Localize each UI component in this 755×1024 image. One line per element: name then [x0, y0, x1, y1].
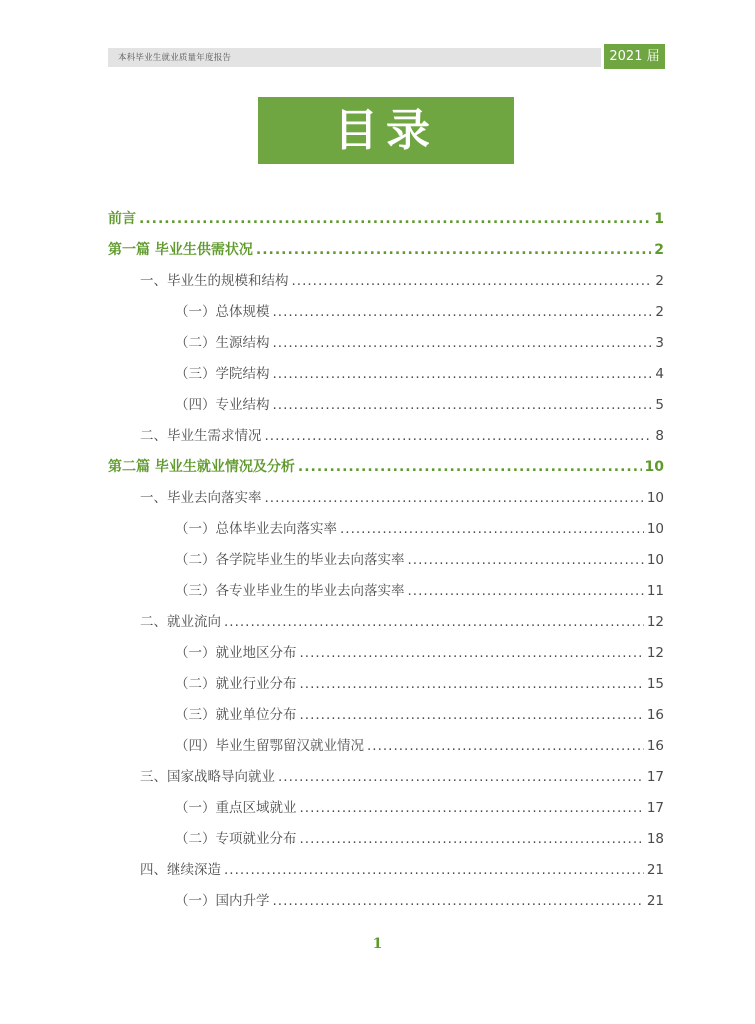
- toc-entry-page: 2: [655, 273, 664, 289]
- toc-leader-dots: [408, 576, 644, 607]
- toc-leader-dots: [273, 390, 653, 421]
- toc-entry[interactable]: [175, 669, 664, 700]
- toc-leader-dots: [292, 266, 653, 297]
- toc-entry-page: 12: [646, 645, 664, 661]
- toc-entry-label: 一、毕业生的规模和结构: [140, 273, 289, 289]
- toc-leader-dots: [300, 793, 644, 824]
- toc-entry[interactable]: [140, 855, 664, 886]
- toc-entry[interactable]: [108, 452, 664, 483]
- toc-entry-page: 10: [646, 552, 664, 568]
- toc-entry-label: （二）专项就业分布: [175, 831, 297, 847]
- toc-entry[interactable]: [175, 886, 664, 917]
- toc-entry[interactable]: [140, 266, 664, 297]
- toc-leader-dots: [273, 886, 644, 917]
- toc-entry-label: （二）就业行业分布: [175, 676, 297, 692]
- toc-entry-label: （一）就业地区分布: [175, 645, 297, 661]
- toc-entry-label: 二、毕业生需求情况: [140, 428, 262, 444]
- toc-entry[interactable]: [140, 607, 664, 638]
- toc-entry-label: （二）各学院毕业生的毕业去向落实率: [175, 552, 405, 568]
- toc-entry-page: 8: [655, 428, 664, 444]
- toc-entry-label: （三）各专业毕业生的毕业去向落实率: [175, 583, 405, 599]
- toc-leader-dots: [265, 483, 644, 514]
- toc-entry[interactable]: [175, 297, 664, 328]
- toc-leader-dots: [224, 607, 644, 638]
- toc-entry[interactable]: [175, 514, 664, 545]
- toc-entry[interactable]: [108, 235, 664, 266]
- toc-entry-page: 16: [646, 707, 664, 723]
- toc-entry[interactable]: [175, 545, 664, 576]
- toc-leader-dots: [273, 297, 653, 328]
- page-title: 目录: [258, 97, 514, 164]
- toc-leader-dots: [367, 731, 644, 762]
- toc-entry-page: 12: [646, 614, 664, 630]
- toc-entry-label: 四、继续深造: [140, 862, 221, 878]
- toc-entry[interactable]: [140, 483, 664, 514]
- toc-leader-dots: [300, 669, 644, 700]
- toc-entry-label: 第一篇 毕业生供需状况: [108, 242, 253, 258]
- toc-entry[interactable]: [175, 731, 664, 762]
- toc-entry-page: 3: [655, 335, 664, 351]
- toc-entry-page: 2: [654, 242, 664, 258]
- toc-leader-dots: [278, 762, 644, 793]
- toc-entry-label: 第二篇 毕业生就业情况及分析: [108, 459, 295, 475]
- toc-entry-page: 10: [644, 459, 664, 475]
- toc-entry-label: （一）重点区域就业: [175, 800, 297, 816]
- toc-leader-dots: [273, 328, 653, 359]
- toc-entry-page: 15: [646, 676, 664, 692]
- toc-entry-label: （一）国内升学: [175, 893, 270, 909]
- toc-entry-page: 17: [646, 769, 664, 785]
- toc-entry-label: （三）学院结构: [175, 366, 270, 382]
- toc-entry-label: （四）专业结构: [175, 397, 270, 413]
- toc-leader-dots: [300, 700, 644, 731]
- toc-entry[interactable]: [175, 700, 664, 731]
- toc-entry-page: 21: [646, 893, 664, 909]
- toc-entry-label: （三）就业单位分布: [175, 707, 297, 723]
- toc-entry[interactable]: [175, 824, 664, 855]
- toc-entry-page: 10: [646, 490, 664, 506]
- toc-leader-dots: [273, 359, 653, 390]
- toc-leader-dots: [408, 545, 644, 576]
- toc-entry-page: 11: [646, 583, 664, 599]
- toc-entry-label: （一）总体规模: [175, 304, 270, 320]
- toc-entry-page: 4: [655, 366, 664, 382]
- report-title: 本科毕业生就业质量年度报告: [118, 53, 232, 63]
- toc-entry-page: 5: [655, 397, 664, 413]
- toc-entry-page: 16: [646, 738, 664, 754]
- toc-entry-page: 18: [646, 831, 664, 847]
- toc-entry[interactable]: [140, 421, 664, 452]
- toc-entry-label: 前言: [108, 211, 136, 227]
- toc-leader-dots: [300, 638, 644, 669]
- toc-leader-dots: [139, 204, 651, 235]
- toc-leader-dots: [256, 235, 651, 266]
- toc-entry-page: 10: [646, 521, 664, 537]
- toc-leader-dots: [224, 855, 644, 886]
- toc-entry[interactable]: [140, 762, 664, 793]
- toc-entry[interactable]: [175, 328, 664, 359]
- toc-entry-label: 三、国家战略导向就业: [140, 769, 275, 785]
- toc-entry[interactable]: [175, 390, 664, 421]
- toc-leader-dots: [265, 421, 653, 452]
- toc-leader-dots: [298, 452, 642, 483]
- toc-entry-label: 二、就业流向: [140, 614, 221, 630]
- toc-entry-page: 2: [655, 304, 664, 320]
- toc-entry-page: 21: [646, 862, 664, 878]
- toc-entry[interactable]: [175, 638, 664, 669]
- toc-entry[interactable]: [175, 359, 664, 390]
- toc-entry-label: （四）毕业生留鄂留汉就业情况: [175, 738, 364, 754]
- toc-entry[interactable]: [175, 793, 664, 824]
- toc-leader-dots: [300, 824, 644, 855]
- toc-leader-dots: [340, 514, 644, 545]
- toc-entry-label: （二）生源结构: [175, 335, 270, 351]
- toc-entry[interactable]: [175, 576, 664, 607]
- header-bar: [108, 48, 601, 67]
- page-number: 1: [372, 936, 383, 952]
- toc-entry-label: 一、毕业去向落实率: [140, 490, 262, 506]
- toc-entry-page: 1: [654, 211, 664, 227]
- year-badge: 2021 届: [604, 44, 665, 69]
- toc-entry-label: （一）总体毕业去向落实率: [175, 521, 337, 537]
- toc-entry[interactable]: [108, 204, 664, 235]
- toc-entry-page: 17: [646, 800, 664, 816]
